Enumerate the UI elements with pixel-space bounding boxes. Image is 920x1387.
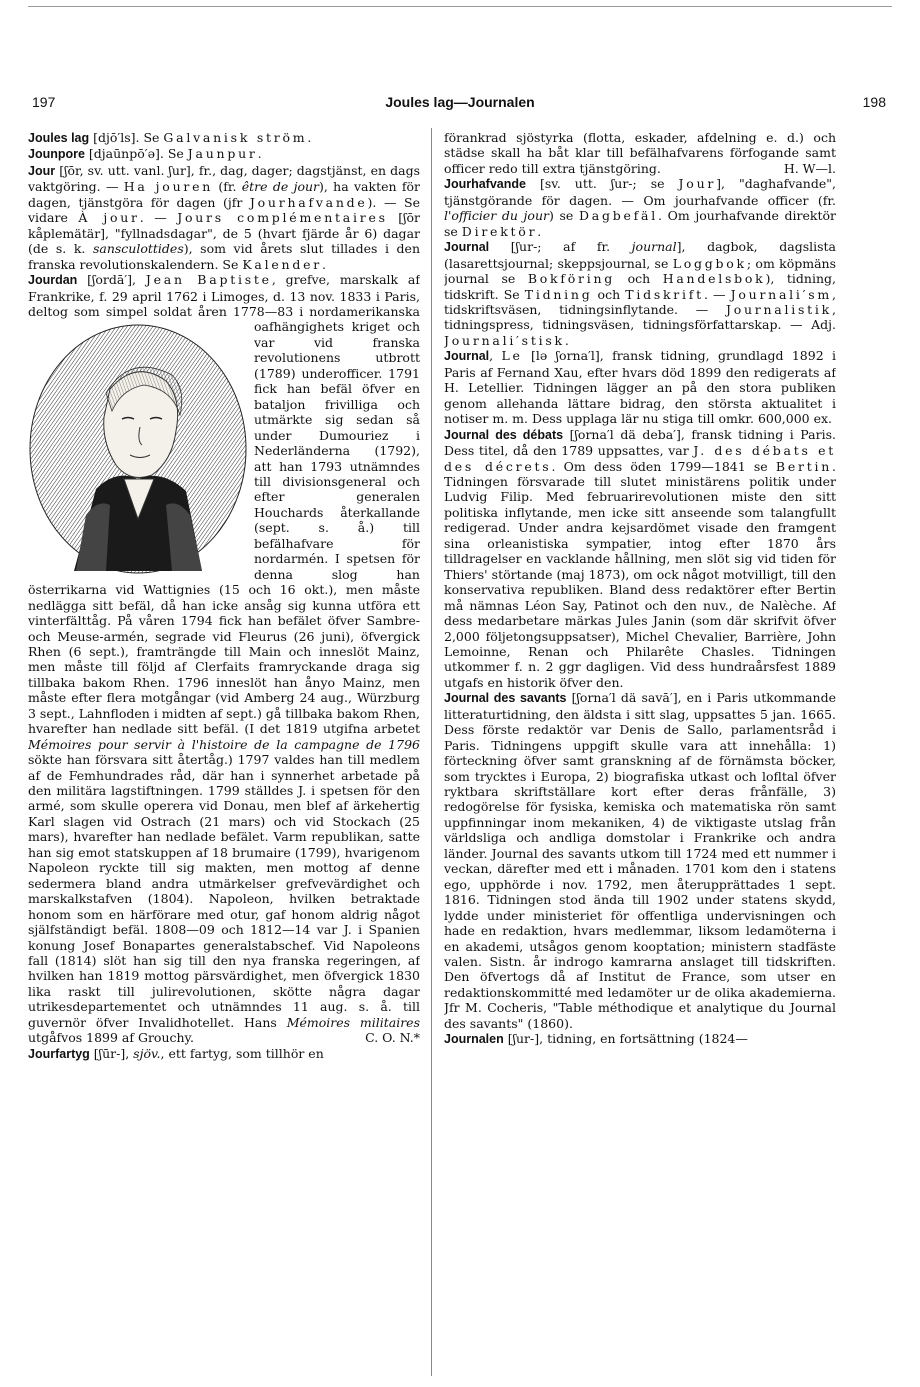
entry-jour: Jour [ʃōr, sv. utt. vanl. ʃur], fr., dag, dager; dagstjänst, en dags vaktgöring. — Ha jouren (fr. être de jour), ha vakten för dagen, tjänstgöra för dagen (jfr Jourhafvande). — Se vidare À jour. — Jours complémentaires [ʃōr kåplemätär], "fyllnadsdagar", de 5 (hvart fjärde år 6) dagar (de s. k. sansculottides), som vid årets slut tillades i den franska revolutionskalendern. Se Kalender. xyxy=(28,162,420,272)
headword: Jourhafvande xyxy=(444,177,526,192)
entry-jourdan: Jourdan [ʃordā′], Jean Baptiste, grefve, marskalk af Frankrike, f. 29 april 1762 i Limoges, d. 13 nov. 1833 i Paris, deltog som simpel soldat åren 1778—83 i nordamerikanska oafhängighets kriget och var vid franska revolutionens utbrott (1789) underofficer. 1791 fick han befäl öfver en bataljon frivilliga och utmärkte sig sedan så under Dumouriez i Nederländerna (1792), att han 1793 utnämndes till divisionsgeneral och efter generalen Houchards återkallande (sept. s. å.) till befälhafvare för nordarmén. I spetsen för denna slog han österrikarna vid Wattignies (15 och 16 okt.), men måste nedlägga sitt befäl, då han icke ansåg sig kunna utföra ett vinterfälttåg. På våren 1794 fick han befälet öfver Sambre- och Meuse-armén, segrade vid Fleurus (26 juni), öfvergick Rhen (6 sept.), framträngde till Main och inneslöt Mainz, men måste till följd af Clerfaits framryckande draga sig tillbaka bakom Rhen. 1796 inneslöt han ånyo Mainz, men måste efter flera motgångar (vid Amberg 24 aug., Würzburg 3 sept., Lahnfloden i midten af sept.) gå tillbaka bakom Rhen, hvarefter han nedlade sitt befäl. (I det 1819 utgifna arbetet Mémoires pour servir à l'histoire de la campagne de 1796 sökte han försvara sitt återtåg.) 1797 valdes han till medlem af de Femhundrades råd, där han i synnerhet arbetade på den militära lagstiftningen. 1799 ställdes J. i spetsen för den armé, som skulle operera vid Donau, men blef af ärkehertig Karl slagen vid Ostrach (21 mars) och vid Stockach (25 mars), hvarefter han nedlade befälet. Varm republikan, satte han sig emot statskuppen af 18 brumaire (1799), hvarigenom Napoleon ryckte till sig makten, men mottog af denne sedermera bland andra utmärkelser grefvevärdighet och marskalkstafven (1804). Napoleon, hvilken betraktade honom som en härförare med otur, gaf honom aldrig något själfständigt befäl. 1808—09 och 1812—14 var J. i Spanien konung Josef Bonapartes generalstabschef. Vid Napoleons fall (1814) slöt han sig till den nya franska regeringen, af hvilken han 1819 mottog pärsvärdighet, men öfvergick 1830 lika raskt till julirevolutionen, skötte några dagar utrikesdepartementet och utnämndes 11 aug. s. å. till guvernör öfver Invalidhotellet. Hans Mémoires militaires utgåfvos 1899 af Grouchy. C. O. N.* xyxy=(28,272,420,1046)
headword: Jounpore xyxy=(28,147,85,162)
right-column xyxy=(444,130,836,1370)
entry-text: , ett fartyg, som tillhör en xyxy=(160,1045,324,1061)
headword: Journal xyxy=(444,349,490,364)
entry-joules-lag: Joules lag [djō′ls]. Se Galvanisk ström. xyxy=(28,130,312,145)
entry-text: [ʃūr-], xyxy=(89,1045,134,1061)
entry-journal-le: Journal, Le [lə ʃorna′l], fransk tidning, grundlagd 1892 i Paris af Fernand Xau, efter hvars död 1899 den redigerats af H. Letellier. Tidningen lägger an på den stora publiken genom allehanda lättare bidrag, den största aktualitet i notiser m. m. Dess upplaga lär nu stiga till omkr. 600,000 ex. xyxy=(444,348,836,427)
headword: Journalen xyxy=(444,1032,504,1047)
page-number-left: 197 xyxy=(32,94,56,110)
author-signature: C. O. N.* xyxy=(365,1030,420,1046)
column-divider xyxy=(431,128,432,1376)
portrait-engraving xyxy=(28,319,248,579)
headword: Jourfartyg xyxy=(28,1046,90,1061)
headword: Journal xyxy=(444,240,490,255)
headword: Jourdan xyxy=(28,273,78,288)
left-column xyxy=(28,130,420,1370)
page-header xyxy=(28,94,892,116)
cross-reference: Jaunpur xyxy=(187,146,258,162)
italic-title: Mémoires militaires xyxy=(286,1014,420,1030)
headword: Journal des savants xyxy=(444,691,567,706)
entry-jourhafvande: Jourhafvande [sv. utt. ʃur-; se Jour], "daghafvande", tjänstgörande för dagen. — Om jourhafvande officer (fr. l'officier du jour) se Dagbefäl. Om jourhafvande direktör se Direktör. xyxy=(444,176,836,239)
cross-reference: Galvanisk ström xyxy=(163,130,308,145)
page-number-right: 198 xyxy=(862,94,886,110)
author-signature: H. W—l. xyxy=(783,160,836,176)
entry-jourfartyg-continued: förankrad sjöstyrka (flotta, eskader, afdelning e. d.) och städse skall ha båt klar till befälhafvarens förfogande samt officer redo till extra tjänstgöring. H. W—l. xyxy=(444,130,836,176)
headword: Joules lag xyxy=(28,131,90,145)
abbreviation: sjöv. xyxy=(133,1045,161,1061)
entry-journal: Journal [ʃur-; af fr. journal], dagbok, dagslista (lasarettsjournal; skeppsjournal, se Loggbok; om köpmäns journal se Bokföring och Handelsbok), tidning, tidskrift. Se Tidning och Tidskrift. — Journali′sm, tidskriftsväsen, tidningsinflytande. — Journalistik, tidningspress, tidningsväsen, tidningsförfattarskap. — Adj. Journali′stisk. xyxy=(444,239,836,348)
entry-journalen: Journalen [ʃur-], tidning, en fortsättning (1824— xyxy=(444,1031,748,1047)
entry-text: utgåfvos 1899 af Grouchy. xyxy=(28,1030,194,1046)
entry-journal-des-savants: Journal des savants [ʃorna′l dä savā′], en i Paris utkommande litteraturtidning, den äldsta i sitt slag, uppsattes 5 jan. 1665. Dess förste redaktör var Denis de Sallo, parlamentsråd i Paris. Tidningens uppgift skulle vara att innehålla: 1) förteckning öfver samt granskning af de förnämsta böcker, som trycktes i Europa, 2) biografiska utkast och lofltal öfver ryktbara skriftställare kort efter deras frånfälle, 3) redogörelse för fysiska, kemiska och matematiska rön samt uppfinningar inom mekaniken, 4) de viktigaste utslag från världsliga och andliga domstolar i Frankrike och andra länder. Journal des savants utkom till 1724 med ett nummer i veckan, därefter med ett i månaden. 1701 kom den i statens ego, upphörde i nov. 1792, men återupprättades 1 sept. 1816. Tidningen stod ända till 1902 under statens skydd, lydde under ministeriet för offentliga undervisningen och hade en redaktion, hvars medlemmar, liksom ledamöterna i en akademi, utsågos genom kooptation; ministern stadfäste valen. Sistn. år indrogo kamrarna anslaget till tidskriften. Den öfvertogs då af Institut de France, som utser en redaktionskommitté med ledamöter ur de olika akademierna. Jfr M. Cocheris, "Table méthodique et analytique du Journal des savants" (1860). xyxy=(444,690,836,1031)
headword: Jour xyxy=(28,163,56,178)
italic-title: Mémoires pour servir à l'histoire de la campagne de 1796 xyxy=(28,736,420,752)
entry-text: kriget och var vid franska revolutionens utbrott (1789) underofficer. 1791 fick han befäl öfver en bataljon frivilliga och utmärkte sig sedan så under Dumouriez i Nederländerna (1792), att han 1793 utnämndes till divisionsgeneral och efter generalen Houchards återkallande (sept. s. å.) till befälhafvare för nordarmén. I spetsen för denna slog han österrikarna vid Wattignies (15 och 16 okt.), men måste nedlägga sitt befäl, då han icke ansåg sig kunna utföra ett vinterfälttåg. På våren 1794 fick han befälet öfver Sambre- och Meuse-armén, segrade vid Fleurus (26 juni), öfvergick Rhen (6 sept.), framträngde till Main och inneslöt Mainz, men måste till följd af Clerfaits framryckande draga sig tillbaka bakom Rhen. 1796 inneslöt han ånyo Mainz, men måste efter flera motgångar (vid Amberg 24 aug., Würzburg 3 sept., Lahnfloden i midten af sept.) gå tillbaka bakom Rhen, hvarefter han nedlade sitt befäl. (I det 1819 utgifna arbetet xyxy=(28,319,420,737)
headword: Journal des débats xyxy=(444,427,564,442)
top-rule xyxy=(28,6,892,7)
entry-jounpore: Jounpore [djaūnpō′ə]. Se Jaunpur. xyxy=(28,146,262,162)
entry-jourfartyg xyxy=(28,1046,420,1062)
entry-journal-des-debats: Journal des débats [ʃorna′l dä deba′], fransk tidning i Paris. Dess titel, då den 1789 uppsattes, var J. des débats et des décrets. Om dess öden 1799—1841 se Bertin. Tidningen försvarade till slutet ministärens politik under Ludvig Filip. Med februarirevolutionen miste den sitt politiska inflytande, men icke sitt anseende som talangfullt redigerad. Under andra kejsardömet visade den framgent sina orleanistiska sympatier, intog efter 1870 års tilldragelser en vacklande hållning, men slöt sig vid tiden för Thiers' störtande (maj 1873), om ock något motvilligt, till den konservativa republiken. Bland dess redaktörer efter Bertin må nämnas Léon Say, Patinot och den nuv., de Nalèche. Af dess medarbetare märkas Jules Janin (som där skrifvit öfver 2,000 följetongsuppsatser), Michel Chevalier, Barrière, John Lemoinne, Renan och Philarête Chasles. Tidningen utkommer f. n. 2 ggr dagligen. Vid dess hundraårsfest 1889 utgafs en historik öfver den. xyxy=(444,426,836,690)
page-title: Joules lag—Journalen xyxy=(385,94,535,110)
entry-text: sökte han försvara sitt återtåg.) 1797 valdes han till medlem af de Femhundrades råd, där han i synnerhet arbetade på den militära lagstiftningen. 1799 ställdes J. i spetsen för den armé, som skulle operera vid Donau, men blef af ärkehertig Karl slagen vid Ostrach (21 mars) och vid Stockach (25 mars), hvarefter han nedlade befälet. Varm republikan, satte han sig emot statskuppen af 18 brumaire (1799), hvarigenom Napoleon ryckte till sig makten, men mottog af denne sedermera bland andra utmärkelser grefvevärdighet och marskalkstafven (1804). Napoleon, hvilken betraktade honom som en härförare med otur, gaf honom aldrig något själfständigt befäl. 1808—09 och 1812—14 var J. i Spanien konung Josef Bonapartes generalstabschef. Vid Napoleons fall (1814) slöt han sig till den nya franska regeringen, af hvilken han 1819 mottog pärsvärdighet, men öfvergick 1830 lika raskt till julirevolutionen, skötte några dagar utrikesdepartementet och utnämndes 11 aug. s. å. till guvernör öfver Invalidhotellet. Hans xyxy=(28,752,420,1030)
